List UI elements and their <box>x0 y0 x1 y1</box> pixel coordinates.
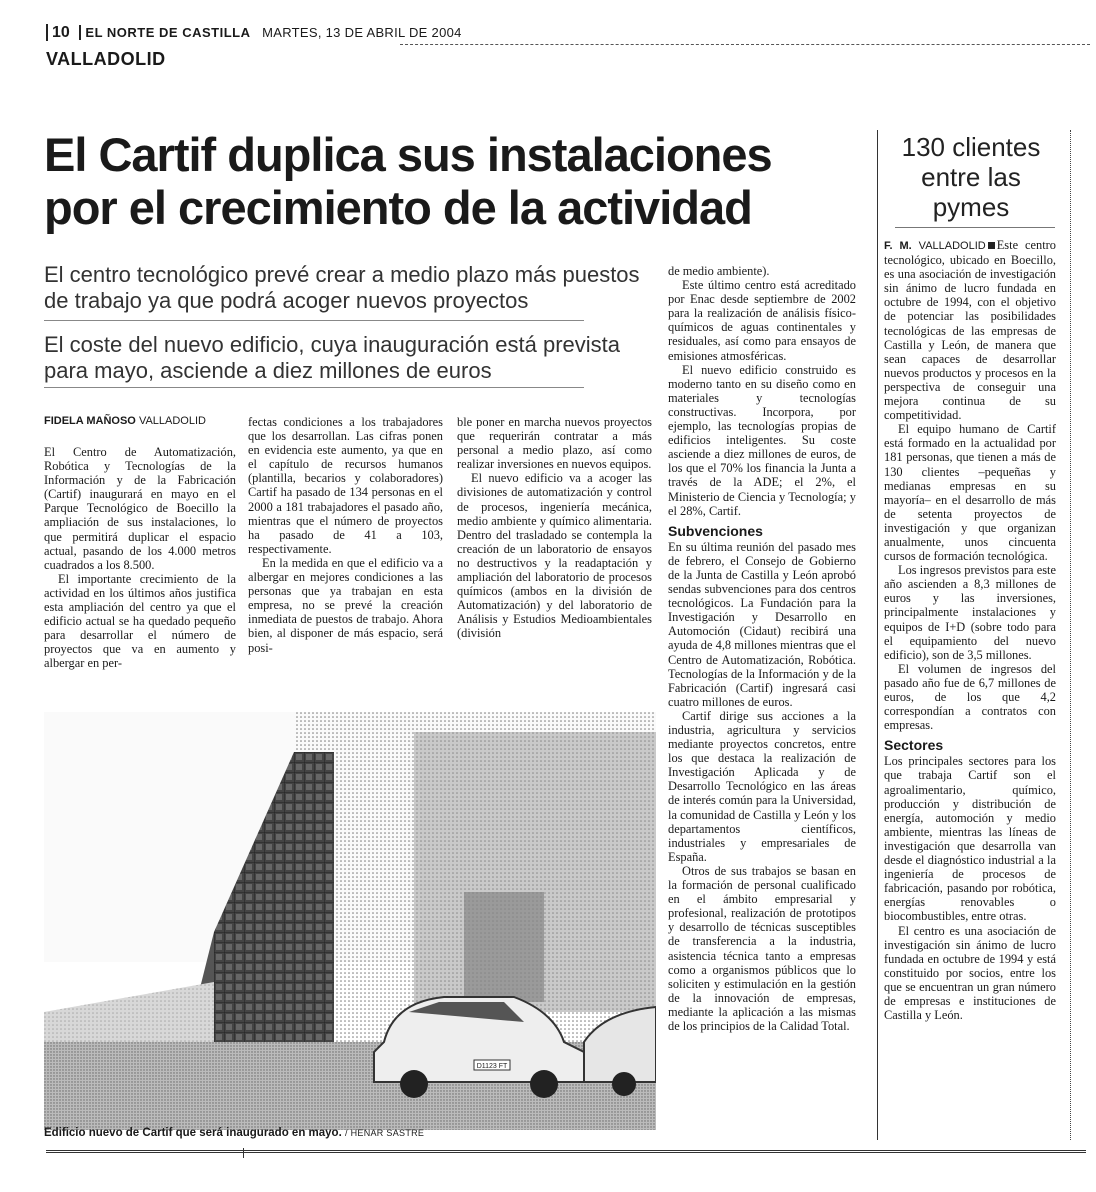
sidebar-left-rule <box>877 130 878 1140</box>
article-column-3 <box>457 415 652 641</box>
sidebar-title-rule <box>895 227 1055 228</box>
photo-credit: / HENAR SASTRE <box>345 1128 425 1138</box>
headline <box>44 128 804 234</box>
paragraph: Los principales sectores para los que trabaja Cartif son el agroalimentario, químico, producción y distribución de energía, automoción y medio ambiente, mientras las líneas de investigación que desarrolla van desde el diagnóstico industrial a la ingeniería de procesos de fabricación, pasando por robótica, energías renovables o biocombustibles, entre otras. <box>884 754 1056 924</box>
newspaper-name: EL NORTE DE CASTILLA <box>79 25 250 40</box>
subhead-divider <box>44 387 584 388</box>
article-column-4 <box>668 264 856 1033</box>
paragraph: El nuevo edificio construido es moderno tanto en su diseño como en materiales y tecnologías constructivas. Incorpora, por ejemplo, las tecnologías propias de edificios inteligentes. Su coste asciende a diez millones de euros, de los que el 70% los financia la Junta a través de la ADE; el 2%, el Ministerio de Ciencia y Tecnología; y el 28%, Cartif. <box>668 362 856 518</box>
separator-square-icon <box>988 242 995 249</box>
section-label: VALLADOLID <box>46 49 166 69</box>
sidebar-right-rule <box>1070 130 1071 1140</box>
caption-text: Edificio nuevo de Cartif que será inaugurado en mayo. <box>44 1127 342 1139</box>
paragraph: El centro es una asociación de investigación sin ánimo de lucro fundada en octubre de 1994 y está constituido por socios, entre los que se encuentran un gran número de empresas e instituciones de Castilla y León. <box>884 923 1056 1023</box>
article-column-2 <box>248 415 443 655</box>
sidebar-column <box>884 238 1056 1022</box>
footer-rule <box>46 1150 1086 1153</box>
building-photo <box>44 712 656 1130</box>
paragraph: El volumen de ingresos del pasado año fue de 6,7 millones de euros, de los que 4,2 correspondían a contratos con empresas. <box>884 661 1056 733</box>
header-rule <box>400 44 1090 45</box>
paragraph: En su última reunión del pasado mes de febrero, el Consejo de Gobierno de la Junta de Castilla y León aprobó sendas subvenciones para dos centros tecnológicos. La Fundación para la Investigación y Desarrollo en Automoción (Cidaut) recibirá una ayuda de 4,8 millones mientras que el Centro de Automatización, Robótica. Tecnologías de la Información y de la Fabricación (Cartif) ingresará casi cuatro millones de euros. <box>668 539 856 709</box>
paragraph: ble poner en marcha nuevos proyectos que requerirán contratar a más personal a medio plazo, así como realizar inversiones en nuevos equipos. <box>457 415 652 472</box>
paragraph: En la medida en que el edificio va a albergar en mejores condiciones a las personas que ya trabajan en esta empresa, no se prevé la creación inmediata de puestos de trabajo. Ahora bien, al disponer de más espacio, será posi- <box>248 555 443 655</box>
paragraph: Otros de sus trabajos se basan en la formación de personal cualificado en el ámbito empresarial y profesional, realización de prototipos y desarrollo de técnicas susceptibles de transferencia a la industria, asistencia técnica tanto a empresas como a organismos públicos que lo soliciten y estimulación en la gestión de la innovación de empresas, mediante la aplicación a las mismas de los principios de la Calidad Total. <box>668 863 856 1033</box>
byline <box>44 415 206 427</box>
sidebar-subheading: Sectores <box>884 737 944 754</box>
issue-date: MARTES, 13 DE ABRIL DE 2004 <box>262 25 462 40</box>
paragraph: Este último centro está acreditado por Enac desde septiembre de 2002 para la realización de análisis físico-químicos de aguas continentales y residuales, así como para ensayos de emisiones atmosféricas. <box>668 278 856 363</box>
sidebar-byline-name: F. M. <box>884 240 912 252</box>
article-column-1 <box>44 445 236 671</box>
paragraph: de medio ambiente). <box>668 264 770 278</box>
subheadline-2: El coste del nuevo edificio, cuya inauguración está prevista para mayo, asciende a diez millones de euros <box>44 332 621 383</box>
paragraph: El equipo humano de Cartif está formado en la actualidad por 181 personas, que tienen a más de 130 clientes –pequeñas y medianas empresas en su mayoría– en el desarrollo de más de setenta proyectos de investigación y que organizan anualmente, unos cincuenta cursos de formación tecnológica. <box>884 422 1056 564</box>
page-number: 10 <box>46 24 70 41</box>
byline-place: VALLADOLID <box>138 415 206 427</box>
paragraph: El nuevo edificio va a acoger las divisiones de automatización y control de procesos, ingeniería mecánica, medio ambiente y químico alimentaria. Dentro del trasladado se contempla la creación de un laboratorio de ensayos no destructivos y la readaptación y ampliación del laboratorio de procesos químicos (ambos en la división de Automatización) y del laboratorio de Análisis y Estudios Medioambientales (división <box>457 471 652 641</box>
byline-name: FIDELA MAÑOSO <box>44 415 136 427</box>
headline-line-1: El Cartif duplica sus instalaciones <box>44 128 772 181</box>
footer-tick <box>243 1148 244 1158</box>
subsection-heading: Subvenciones <box>668 522 763 539</box>
sidebar-title: 130 clientes entre las pymes <box>901 132 1041 222</box>
paragraph: Los ingresos previstos para este año ascienden a 8,3 millones de euros y las inversiones, principalmente instalaciones y equipos de I+D (sobre todo para el equipamiento del nuevo edificio), son de 3,5 millones. <box>884 563 1056 662</box>
subhead-divider <box>44 320 584 321</box>
paragraph: El Centro de Automatización, Robótica y Tecnologías de la Información y de la Fabricación (Cartif) inaugurará en mayo en el Parque Tecnológico de Boecillo la ampliación de sus instalaciones, lo que permitirá duplicar el espacio actual, pasando de los 4.000 metros cuadrados a los 8.500. <box>44 445 236 572</box>
page-header <box>46 24 462 42</box>
sidebar-byline-place: VALLADOLID <box>918 240 986 252</box>
paragraph: Cartif dirige sus acciones a la industria, agricultura y servicios mediante proyectos concretos, entre los que destaca la realización de Investigación Aplicada y de Desarrollo Tecnológico en las áreas de interés común para la Universidad, la comunidad de Castilla y León y los departamentos científicos, industriales y empresariales de España. <box>668 708 856 864</box>
headline-line-2: por el crecimiento de la actividad <box>44 181 752 234</box>
subheadline-1: El centro tecnológico prevé crear a medio plazo más puestos de trabajo ya que podrá acoger nuevos proyectos <box>44 262 640 313</box>
paragraph: fectas condiciones a los trabajadores que los desarrollan. Las cifras ponen en evidencia este aumento, ya que en el capítulo de recursos humanos (plantilla, becarios y colaboradores) Cartif ha pasado de 134 personas en el 2000 a 181 trabajadores el pasado año, mientras que el número de proyectos ha pasado de 41 a 103, respectivamente. <box>248 415 443 556</box>
paragraph: El importante crecimiento de la actividad en los últimos años justifica esta ampliación del centro ya que el edificio actual se ha quedado pequeño para desarrollar el número de proyectos que va en aumento y albergar en per- <box>44 571 236 671</box>
paragraph: Este centro tecnológico, ubicado en Boecillo, es una asociación de investigación sin ánimo de lucro fundada en octubre de 1994, con el objetivo de potenciar las posibilidades tecnológicas de las empresas de Castilla y León, de manera que sean capaces de desarrollar nuevos productos y procesos en la perspectiva de conseguir una mejora continua de su competitividad. <box>884 238 1056 423</box>
license-plate: D1123 FT <box>476 1063 508 1070</box>
photo-caption <box>44 1127 424 1139</box>
